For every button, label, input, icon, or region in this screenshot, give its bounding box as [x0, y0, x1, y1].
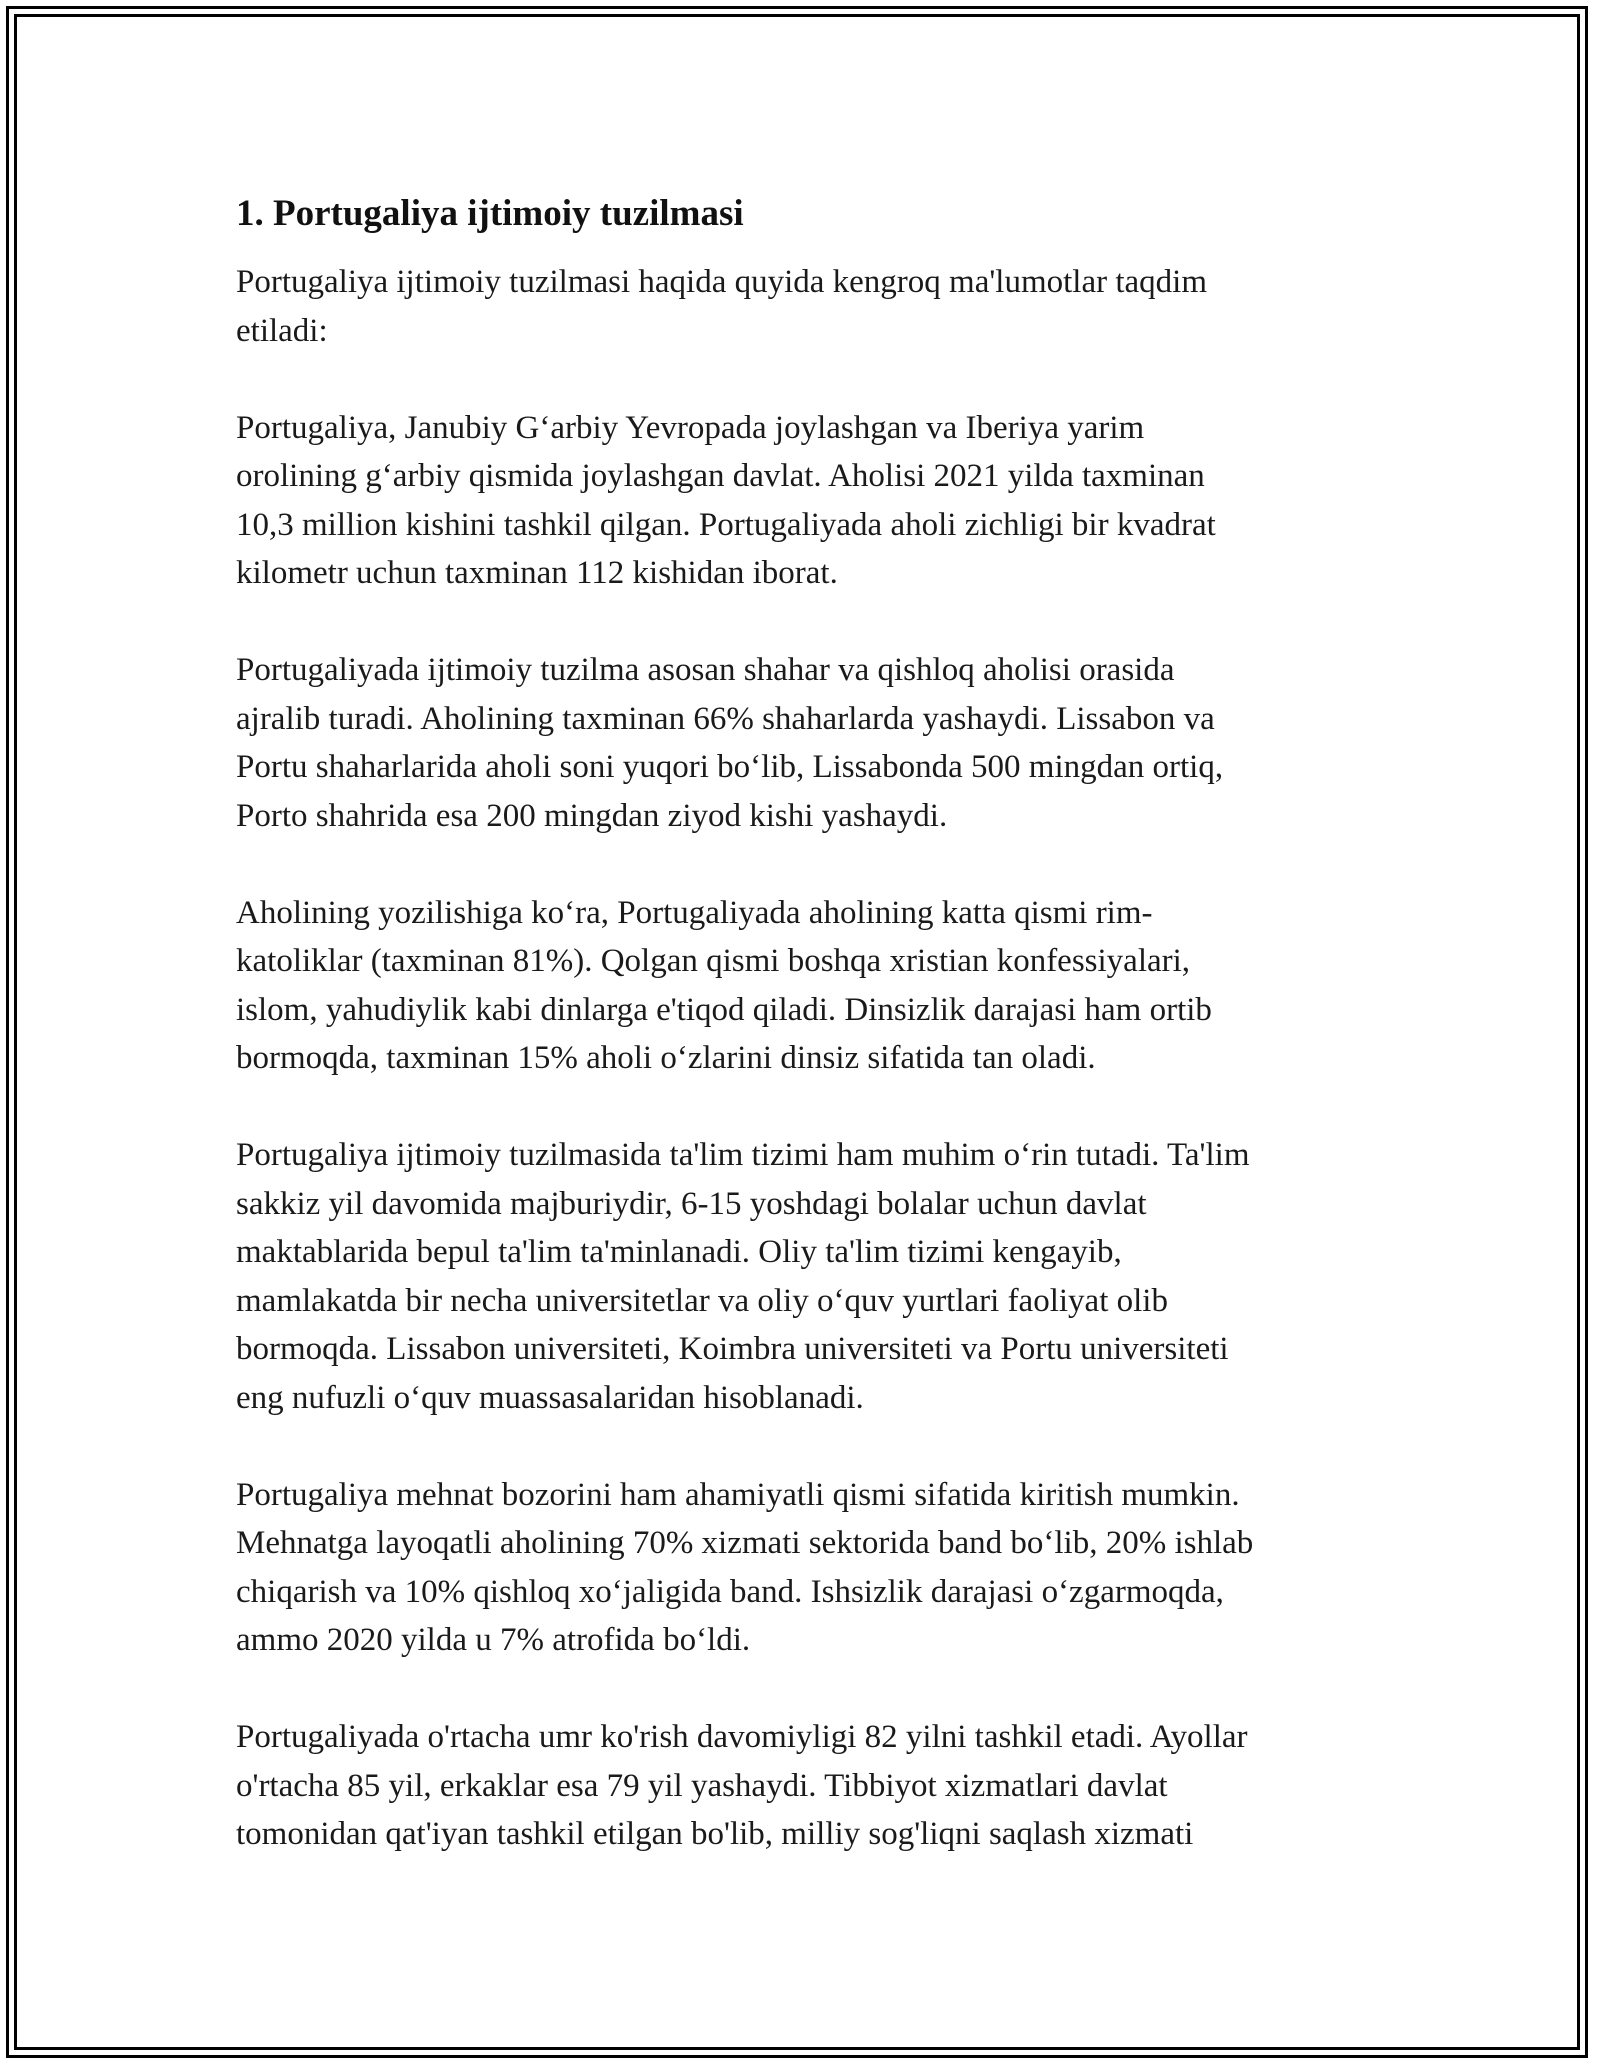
text-line: maktablarida bepul ta'lim ta'minlanadi. Oliy ta'lim tizimi kengayib, [236, 1234, 1122, 1270]
text-line: Aholining yozilishiga ko‘ra, Portugaliyada aholining katta qismi rim- [236, 894, 1153, 931]
paragraph-urban-rural [236, 646, 1406, 840]
text-line: katoliklar (taxminan 81%). Qolgan qismi boshqa xristian konfessiyalari, [236, 943, 1191, 979]
text-line: ammo 2020 yilda u 7% atrofida bo‘ldi. [236, 1622, 751, 1658]
section-heading: 1. Portugaliya ijtimoiy tuzilmasi [236, 193, 744, 234]
text-line: Mehnatga layoqatli aholining 70% xizmati sektorida band bo‘lib, 20% ishlab [236, 1525, 1254, 1561]
text-line: ajralib turadi. Aholining taxminan 66% shaharlarda yashaydi. Lissabon va [236, 700, 1215, 737]
paragraph-health [236, 1713, 1406, 1859]
text-line: tomonidan qat'iyan tashkil etilgan bo'lib, milliy sog'liqni saqlash xizmati [236, 1816, 1194, 1852]
text-line: kilometr uchun taxminan 112 kishidan iborat. [236, 555, 838, 591]
document-body [236, 190, 1406, 1859]
text-line: eng nufuzli o‘quv muassasalaridan hisoblanadi. [236, 1379, 864, 1416]
text-line: Portu shaharlarida aholi soni yuqori bo‘lib, Lissabonda 500 mingdan ortiq, [236, 749, 1224, 785]
paragraph-religion [236, 889, 1406, 1083]
paragraph-intro [236, 258, 1406, 355]
paragraph-labor-market [236, 1471, 1406, 1665]
text-line: Portugaliya, Janubiy G‘arbiy Yevropada joylashgan va Iberiya yarim [236, 409, 1145, 446]
text-line: bormoqda, taxminan 15% aholi o‘zlarini dinsiz sifatida tan oladi. [236, 1040, 1096, 1076]
text-line: bormoqda. Lissabon universiteti, Koimbra universiteti va Portu universiteti [236, 1331, 1229, 1367]
text-line: Portugaliya ijtimoiy tuzilmasida ta'lim tizimi ham muhim o‘rin tutadi. Ta'lim [236, 1137, 1250, 1173]
text-line: Porto shahrida esa 200 mingdan ziyod kishi yashaydi. [236, 797, 948, 834]
text-line: islom, yahudiylik kabi dinlarga e'tiqod qiladi. Dinsizlik darajasi ham ortib [236, 991, 1212, 1028]
paragraph-education [236, 1131, 1406, 1422]
text-line: orolining g‘arbiy qismida joylashgan davlat. Aholisi 2021 yilda taxminan [236, 458, 1205, 494]
text-line: chiqarish va 10% qishloq xo‘jaligida band. Ishsizlik darajasi o‘zgarmoqda, [236, 1573, 1224, 1610]
text-line: mamlakatda bir necha universitetlar va oliy o‘quv yurtlari faoliyat olib [236, 1282, 1168, 1319]
text-line: 10,3 million kishini tashkil qilgan. Portugaliyada aholi zichligi bir kvadrat [236, 506, 1216, 543]
text-line: Portugaliyada ijtimoiy tuzilma asosan shahar va qishloq aholisi orasida [236, 652, 1175, 688]
text-line: Portugaliya ijtimoiy tuzilmasi haqida quyida kengroq ma'lumotlar taqdim [236, 264, 1208, 300]
text-line: sakkiz yil davomida majburiydir, 6-15 yoshdagi bolalar uchun davlat [236, 1185, 1147, 1222]
text-line: Portugaliya mehnat bozorini ham ahamiyatli qismi sifatida kiritish mumkin. [236, 1476, 1240, 1513]
text-line: Portugaliyada o'rtacha umr ko'rish davomiyligi 82 yilni tashkil etadi. Ayollar [236, 1719, 1248, 1755]
text-line: etiladi: [236, 312, 328, 349]
text-line: o'rtacha 85 yil, erkaklar esa 79 yil yashaydi. Tibbiyot xizmatlari davlat [236, 1767, 1168, 1804]
paragraph-geography [236, 404, 1406, 598]
